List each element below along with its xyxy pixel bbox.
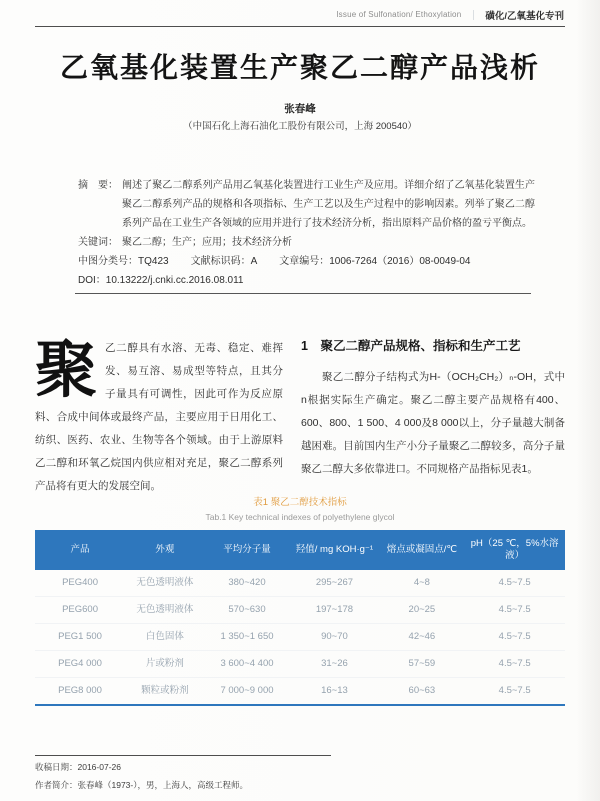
- table-cell: 570~630: [205, 597, 290, 624]
- table-cell: 20~25: [379, 597, 464, 624]
- table-row: [35, 570, 565, 597]
- table-cell: 7 000~9 000: [205, 678, 290, 706]
- table-cell: 4.5~7.5: [464, 651, 565, 678]
- classification-line: [78, 252, 535, 271]
- keywords-row: [78, 233, 535, 252]
- doi-line: [78, 271, 535, 290]
- table-cell: 90~70: [289, 624, 379, 651]
- footnote-rule: [35, 755, 331, 756]
- table-cell: 4.5~7.5: [498, 577, 531, 588]
- col-header-product: 产品: [35, 530, 125, 570]
- intro-column: [35, 337, 283, 498]
- keywords-text: 聚乙二醇；生产；应用；技术经济分析: [122, 237, 292, 248]
- table-row: [35, 678, 565, 706]
- article-number: 文章编号：1006-7264（2016）08-0049-04: [279, 256, 471, 267]
- clc-number: 中图分类号：TQ423: [78, 256, 169, 267]
- table-cell: 片或粉剂: [125, 651, 205, 678]
- author-bio-line: 作者简介：张春峰（1973-），男，上海人，高级工程师。: [35, 780, 248, 790]
- footnote-section: [35, 755, 565, 792]
- table-cell: PEG4 000: [35, 651, 125, 678]
- abstract-divider-rule: [75, 293, 531, 294]
- section-column: [301, 337, 565, 498]
- table-cell: 31~26: [289, 651, 379, 678]
- author-name: 张春峰: [284, 103, 316, 115]
- table-cell: 42~46: [379, 624, 464, 651]
- journal-header-en: Issue of Sulfonation/ Ethoxylation: [336, 10, 462, 19]
- abstract-block: [78, 176, 535, 290]
- journal-header-cn: 磺化/乙氧基化专刊: [485, 10, 564, 22]
- peg-specs-table: [35, 530, 565, 706]
- table-row: [35, 597, 565, 624]
- table-caption-en: Tab.1 Key technical indexes of polyethylene glycol: [205, 512, 395, 522]
- table-cell: 颗粒或粉剂: [125, 678, 205, 706]
- col-header-meltpoint: 熔点或凝固点/℃: [379, 530, 464, 570]
- abstract-text: 阐述了聚乙二醇系列产品用乙氧基化装置进行工业生产及应用。详细介绍了乙氧基化装置生产聚乙二醇系列产品的规格和各项指标、生产工艺以及生产过程中的影响因素。列举了聚乙二醇系列产品在工业生产各领域的应用并进行了技术经济分析，指出原料产品价格的盈亏平衡点。: [122, 180, 535, 229]
- table-section: [35, 496, 565, 706]
- abstract-label: 摘 要：: [78, 180, 118, 191]
- table-cell: 60~63: [379, 678, 464, 706]
- col-header-appearance: 外观: [125, 530, 205, 570]
- table-cell: 380~420: [228, 577, 266, 588]
- table-header-row: [35, 530, 565, 570]
- document-code: 文献标识码：A: [190, 256, 258, 267]
- table-cell: 白色固体: [125, 624, 205, 651]
- intro-paragraph: 乙二醇具有水溶、无毒、稳定、难挥发、易互溶、易成型等特点，且其分子量具有可调性，因此可作为反应原料、合成中间体或最终产品，主要应用于日用化工、纺织、医药、农业、生物等各个领域。由于上游原料乙二醇和环氧乙烷国内供应相对充足，聚乙二醇系列产品将有更大的发展空间。: [35, 342, 283, 492]
- col-header-molweight: 平均分子量: [205, 530, 290, 570]
- table-cell: 无色透明液体: [125, 597, 205, 624]
- article-title: 乙氧基化装置生产聚乙二醇产品浅析: [59, 52, 540, 83]
- table-cell: 295~267: [315, 577, 354, 588]
- table-cell: 无色透明液体: [136, 577, 194, 588]
- table-cell: 4.5~7.5: [464, 597, 565, 624]
- dropcap-character: 聚: [35, 337, 98, 405]
- col-header-ph: pH（25 ℃，5%水溶液）: [464, 530, 565, 570]
- doi-value: DOI：10.13222/j.cnki.cc.2016.08.011: [78, 275, 244, 286]
- table-cell: PEG1 500: [35, 624, 125, 651]
- section1-paragraph: 聚乙二醇分子结构式为H-（OCH₂CH₂）ₙ-OH，式中n根据实际生产确定。聚乙二醇主要产品规格有400、600、800、1 500、4 000及8 000以上，分子量越大制备越困难。目前国内生产小分子量聚乙二醇较多，高分子量聚乙二醇大多依靠进口。不同规格产品指标见表1。: [301, 371, 565, 475]
- table-cell: PEG600: [35, 597, 125, 624]
- table-cell: 57~59: [379, 651, 464, 678]
- col-header-hydroxyl: 羟值/ mg KOH·g⁻¹: [289, 530, 379, 570]
- table-cell: PEG8 000: [35, 678, 125, 706]
- table-cell: 3 600~4 400: [205, 651, 290, 678]
- table-caption-cn: 表1 聚乙二醇技术指标: [253, 497, 347, 508]
- table-row: [35, 651, 565, 678]
- received-date-line: 收稿日期：2016-07-26: [35, 762, 121, 772]
- table-cell: 4.5~7.5: [464, 624, 565, 651]
- author-affiliation: （中国石化上海石油化工股份有限公司，上海 200540）: [183, 121, 417, 132]
- table-cell: PEG400: [62, 577, 98, 588]
- body-columns: [35, 337, 565, 498]
- table-cell: 16~13: [289, 678, 379, 706]
- table-cell: 4~8: [413, 577, 430, 588]
- header-divider: ｜: [468, 11, 479, 22]
- table-cell: 4.5~7.5: [464, 678, 565, 706]
- table-cell: 1 350~1 650: [205, 624, 290, 651]
- table-row: [35, 624, 565, 651]
- top-rule: [35, 26, 565, 27]
- journal-header: [336, 7, 564, 22]
- section1-heading: 1 聚乙二醇产品规格、指标和生产工艺: [301, 339, 521, 353]
- abstract-row: [78, 176, 535, 233]
- table-cell: 197~178: [289, 597, 379, 624]
- keywords-label: 关键词：: [78, 237, 118, 248]
